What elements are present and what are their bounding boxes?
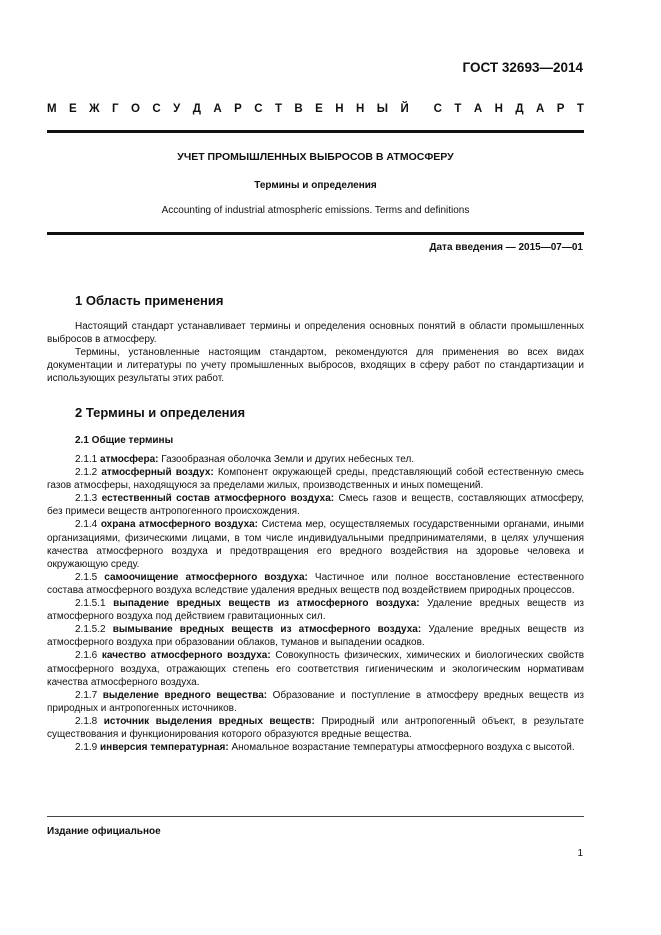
banner-letter: Н	[356, 103, 365, 115]
term-entry	[47, 453, 584, 466]
term-name: инверсия температурная:	[100, 742, 229, 754]
banner-letter: Н	[494, 103, 503, 115]
term-number: 2.1.8	[75, 715, 98, 727]
banner-letter: Й	[400, 103, 409, 115]
banner-letter: Р	[234, 103, 242, 115]
term-name: естественный состав атмосферного воздуха:	[101, 493, 335, 505]
banner-letter: С	[254, 103, 263, 115]
term-definition: Компонент окружающей среды, представляющий собой естественную смесь газов атмосферы, находящуюся за пределами жилых, производственных и иных помещений.	[47, 467, 585, 492]
term-name: охрана атмосферного воздуха:	[100, 519, 259, 531]
term-number: 2.1.7	[75, 689, 98, 701]
banner-letter: С	[152, 103, 161, 115]
term-name: самоочищение атмосферного воздуха:	[104, 571, 308, 583]
document-english-title: Accounting of industrial atmospheric emissions. Terms and definitions	[161, 205, 470, 216]
title-divider	[47, 232, 584, 235]
banner-letter: У	[173, 103, 181, 115]
term-definition: Природный или антропогенный объект, в результате существования и функционирования которого образуются вредные вещества.	[47, 715, 584, 740]
term-definition: Удаление вредных веществ из атмосферного воздуха при образовании облаков, туманов и выпадении осадков.	[47, 624, 585, 649]
term-definition: Газообразная оболочка Земли и других небесных тел.	[161, 454, 415, 465]
term-definition: Аномальное возрастание температуры атмосферного воздуха с высотой.	[231, 742, 575, 754]
page-number: 1	[577, 848, 583, 859]
term-name: атмосферный воздух:	[101, 467, 214, 479]
official-edition-label: Издание официальное	[47, 826, 161, 837]
term-number: 2.1.2	[75, 467, 98, 479]
term-entry	[47, 492, 584, 518]
interstate-standard-banner	[47, 103, 584, 115]
term-definition: Совокупность физических, химических и биологических свойств атмосферного воздуха, отражающих степень его соответствия гигиеническим и экологическим нормативам качества атмосферного воздуха.	[47, 650, 585, 688]
banner-letter: Д	[515, 103, 524, 115]
term-name: качество атмосферного воздуха:	[101, 650, 271, 662]
term-name: вымывание вредных веществ из атмосферного воздуха:	[112, 624, 422, 636]
term-number: 2.1.1	[75, 454, 98, 465]
scope-text	[47, 320, 584, 385]
term-name: выделение вредного вещества:	[102, 689, 268, 701]
term-number: 2.1.3	[75, 493, 98, 505]
term-entry	[47, 571, 584, 597]
term-number: 2.1.5.2	[75, 624, 106, 636]
term-name: выпадение вредных веществ из атмосферного воздуха:	[113, 598, 420, 610]
term-entry	[47, 623, 584, 649]
scope-paragraph: Термины, установленные настоящим стандартом, рекомендуются для применения во всех видах документации и литературы по учету промышленных выбросов, входящих в сферу работ по стандартизации и использующих результаты этих работ.	[47, 347, 584, 385]
term-name: атмосфера:	[100, 454, 159, 465]
term-entry	[47, 715, 584, 741]
banner-letter: Н	[335, 103, 344, 115]
banner-letter: Т	[576, 103, 584, 115]
term-number: 2.1.5.1	[75, 598, 106, 610]
footer-divider	[47, 816, 584, 817]
banner-letter: С	[433, 103, 442, 115]
term-definition: Частичное или полное восстановление естественного состава атмосферного воздуха вследствие удаления вредных веществ под воздействием природных процессов.	[47, 571, 584, 596]
terms-list	[47, 453, 584, 754]
term-number: 2.1.4	[75, 519, 98, 531]
term-definition: Удаление вредных веществ из атмосферного воздуха под действием гравитационных сил.	[47, 598, 584, 623]
banner-letter: В	[294, 103, 303, 115]
term-definition: Смесь газов и веществ, составляющих атмосферу, без примеси веществ антропогенного происхождения.	[47, 493, 585, 518]
term-entry	[47, 649, 584, 688]
banner-letter: Ж	[89, 103, 100, 115]
section-heading-terms: 2 Термины и определения	[75, 405, 246, 420]
term-definition: Система мер, осуществляемых государственными органами, иными организациями, физическими лицами, в том числе индивидуальными предпринимателями, в целях улучшения качества атмосферного воздуха и предотвращения его вредного воздействия на здоровье человека и окружающую среду.	[47, 519, 585, 570]
section-heading-scope: 1 Область применения	[75, 293, 224, 308]
banner-letter: Ы	[376, 103, 389, 115]
document-title: УЧЕТ ПРОМЫШЛЕННЫХ ВЫБРОСОВ В АТМОСФЕРУ	[177, 151, 454, 163]
term-number: 2.1.5	[75, 571, 98, 583]
banner-letter: А	[473, 103, 483, 115]
term-entry	[47, 597, 584, 623]
banner-letter: А	[535, 103, 545, 115]
term-definition: Образование и поступление в атмосферу вредных веществ из природных и антропогенных источников.	[47, 689, 585, 714]
banner-letter: Г	[111, 103, 119, 115]
subsection-heading-general-terms: 2.1 Общие термины	[75, 435, 174, 446]
banner-letter: Т	[274, 103, 282, 115]
term-number: 2.1.6	[75, 650, 98, 662]
term-name: источник выделения вредных веществ:	[103, 715, 315, 727]
standard-number: ГОСТ 32693—2014	[462, 60, 583, 75]
banner-letter: Д	[192, 103, 201, 115]
scope-paragraph: Настоящий стандарт устанавливает термины и определения основных понятий в области промышленных выбросов в атмосферу.	[47, 321, 584, 346]
term-entry	[47, 689, 584, 715]
banner-letter: Р	[556, 103, 565, 115]
banner-letter: Е	[315, 103, 323, 115]
banner-letter: М	[47, 103, 57, 115]
banner-letter: О	[130, 103, 140, 115]
term-entry	[47, 518, 584, 570]
banner-letter: А	[213, 103, 222, 115]
banner-letter: Е	[69, 103, 77, 115]
term-entry	[47, 741, 584, 754]
header-divider	[47, 130, 584, 133]
introduction-date: Дата введения — 2015—07—01	[429, 242, 583, 253]
banner-letter: Т	[454, 103, 462, 115]
document-subtitle: Термины и определения	[254, 180, 377, 191]
term-number: 2.1.9	[75, 742, 98, 754]
term-entry	[47, 466, 584, 492]
